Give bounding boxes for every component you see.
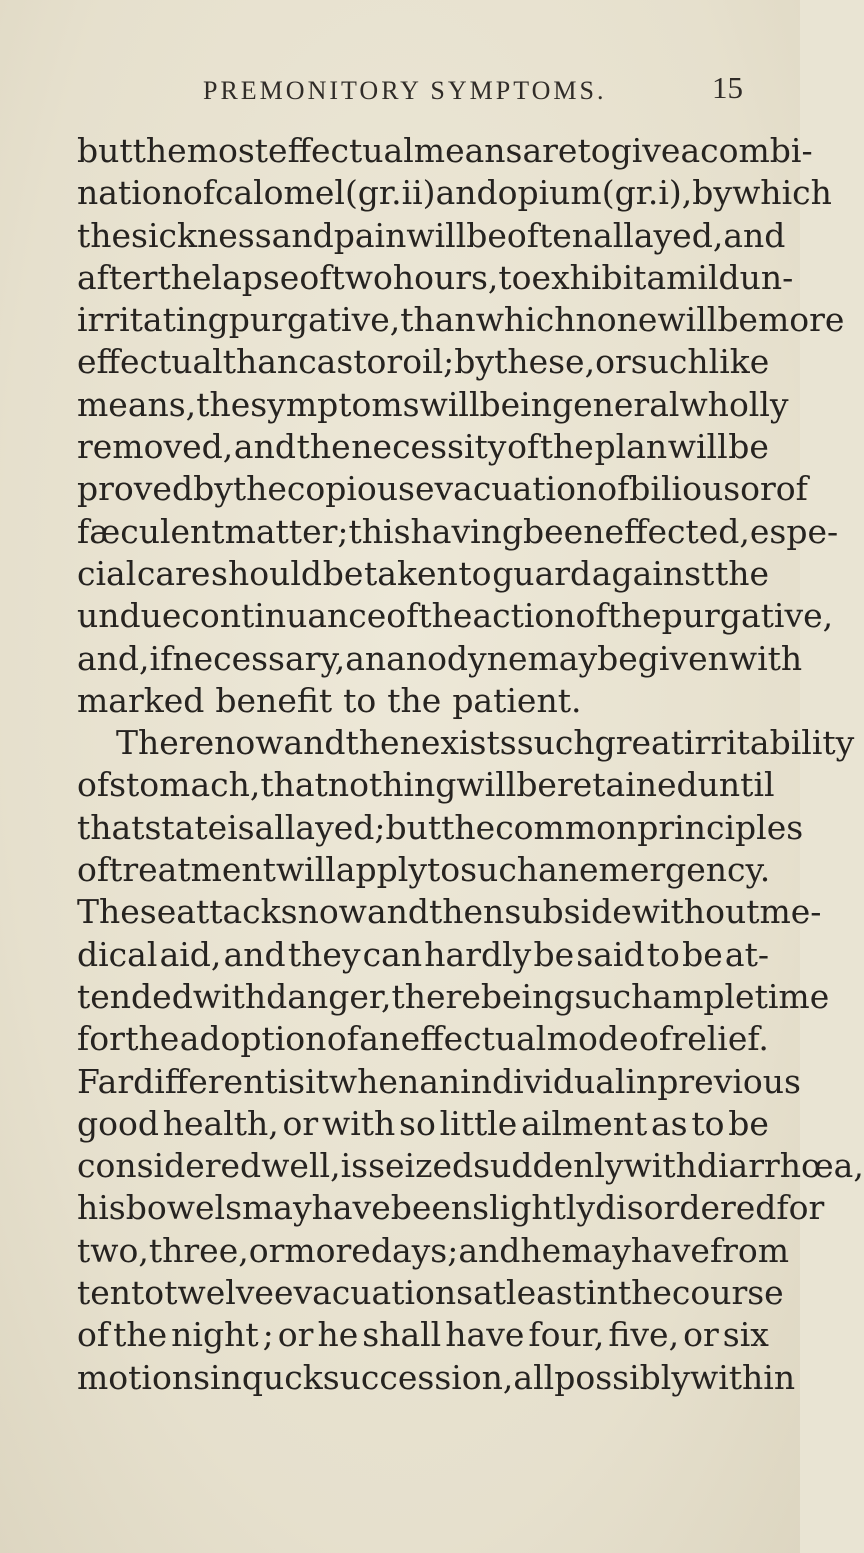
text-line: undue continuance of the action of the purgative, <box>77 596 834 636</box>
text-line: ten to twelve evacuations at least in the course <box>77 1273 784 1313</box>
body-text <box>77 130 864 1399</box>
text-line: nation of calomel (gr. ii) and opium (gr. i), by which <box>77 173 832 213</box>
text-line: of stomach, that nothing will be retained until <box>77 765 775 805</box>
text-line: removed, and the necessity of the plan will be <box>77 427 769 467</box>
text-line: means, the symptoms will be in general wholly <box>77 384 789 424</box>
page-number: 15 <box>712 70 743 105</box>
text-line: These attacks now and then subside without me- <box>77 892 822 932</box>
text-line: for the adoption of an effectual mode of relief. <box>77 1019 769 1059</box>
text-line: good health, or with so little ailment as to be <box>77 1103 769 1143</box>
text-line: two, three, or more days ; and he may have from <box>77 1230 790 1270</box>
text-line: dical aid, and they can hardly be said to be at- <box>77 934 769 974</box>
text-line: and, if necessary, an anodyne may be given with <box>77 638 803 678</box>
text-line: effectual than castor oil ; by these, or such like <box>77 342 770 382</box>
text-line: after the lapse of two hours, to exhibit a mild un- <box>77 257 794 297</box>
text-line: the sickness and pain will be often allayed, and <box>77 215 786 255</box>
text-line: his bowels may have been slightly disordered for <box>77 1188 825 1228</box>
text-line: proved by the copious evacuation of bilious or of <box>77 469 808 509</box>
text-line: fæculent matter ; this having been effected, espe- <box>77 511 839 551</box>
text-line: tended with danger, there being such ample time <box>77 976 830 1016</box>
text-line: marked benefit to the patient. <box>77 680 582 720</box>
text-line: motions in quck succession, all possibly within <box>77 1357 796 1397</box>
text-line: There now and then exists such great irritability <box>116 723 855 763</box>
running-head: PREMONITORY SYMPTOMS. <box>203 76 607 105</box>
text-line: considered well, is seized suddenly with diarrhœa, <box>77 1146 864 1186</box>
text-line: Far different is it when an individual in previous <box>77 1061 801 1101</box>
text-line: that state is allayed ; but the common principles <box>77 807 804 847</box>
text-line: cial care should be taken to guard against the <box>77 553 769 593</box>
text-line: of the night ; or he shall have four, five, or six <box>77 1315 769 1355</box>
text-line: irritating purgative, than which none will be more <box>77 300 845 340</box>
text-line: but the most effectual means are to give a combi- <box>77 131 813 170</box>
text-line: of treatment will apply to such an emergency. <box>77 850 771 890</box>
